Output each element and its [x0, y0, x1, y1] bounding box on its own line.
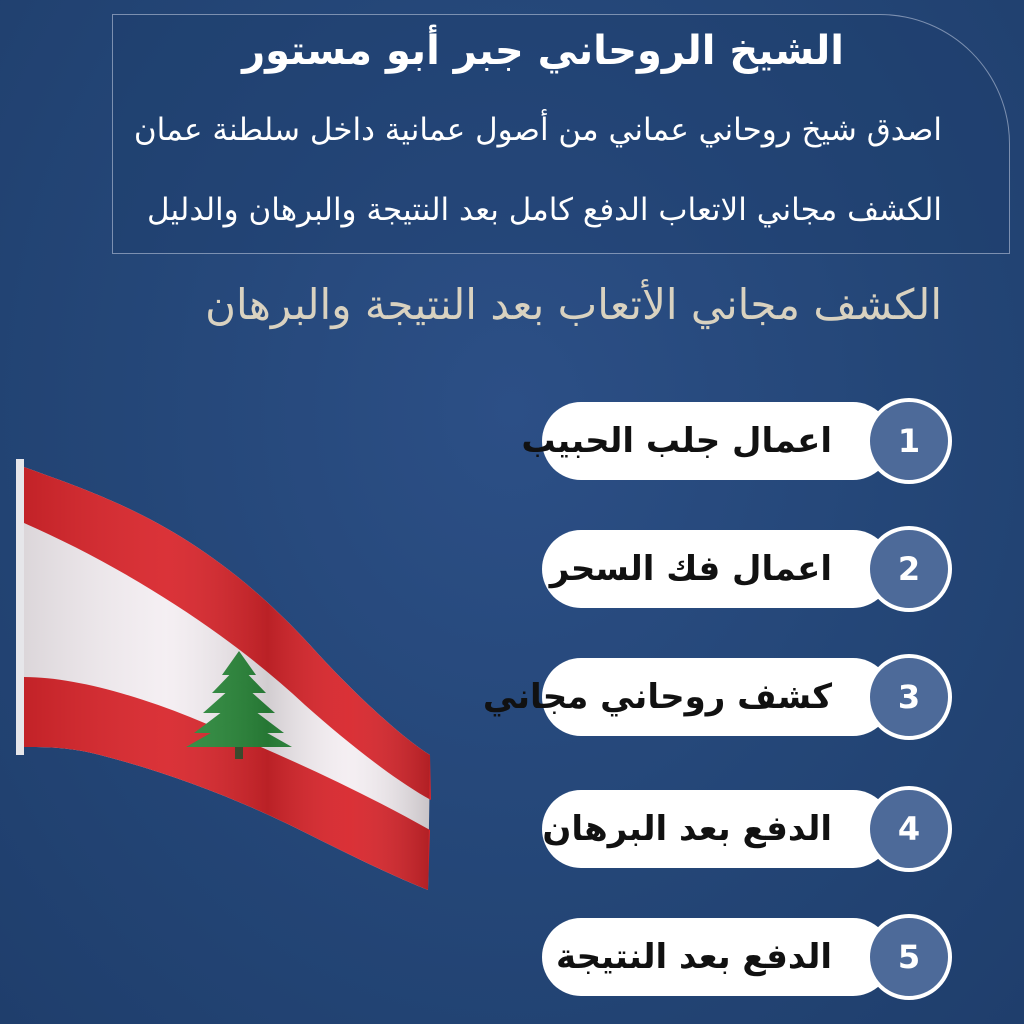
list-item: [462, 654, 952, 740]
item-number-badge: 1: [866, 398, 952, 484]
item-number-badge: 4: [866, 786, 952, 872]
item-label: اعمال جلب الحبيب: [521, 421, 832, 461]
item-number-badge: 2: [866, 526, 952, 612]
item-number-badge: 5: [866, 914, 952, 1000]
item-pill: [542, 918, 892, 996]
header-description-line-2: الكشف مجاني الاتعاب الدفع كامل بعد النتيجة والبرهان والدليل: [147, 192, 942, 228]
list-item: [462, 914, 952, 1000]
item-pill: [542, 790, 892, 868]
item-pill: [521, 402, 892, 480]
list-item: [462, 786, 952, 872]
item-label: كشف روحاني مجاني: [482, 677, 832, 717]
lebanon-flag-icon: [10, 455, 440, 905]
page-title: الشيخ الروحاني جبر أبو مستور: [242, 28, 844, 74]
header-description-line-1: اصدق شيخ روحاني عماني من أصول عمانية داخل سلطنة عمان: [133, 112, 942, 148]
list-item: [462, 526, 952, 612]
item-label: اعمال فك السحر: [549, 549, 832, 589]
item-label: الدفع بعد البرهان: [542, 809, 832, 849]
item-pill: [482, 658, 892, 736]
item-label: الدفع بعد النتيجة: [555, 937, 832, 977]
list-item: [462, 398, 952, 484]
subheading: الكشف مجاني الأتعاب بعد النتيجة والبرهان: [205, 280, 942, 329]
item-pill: [542, 530, 892, 608]
item-number-badge: 3: [866, 654, 952, 740]
